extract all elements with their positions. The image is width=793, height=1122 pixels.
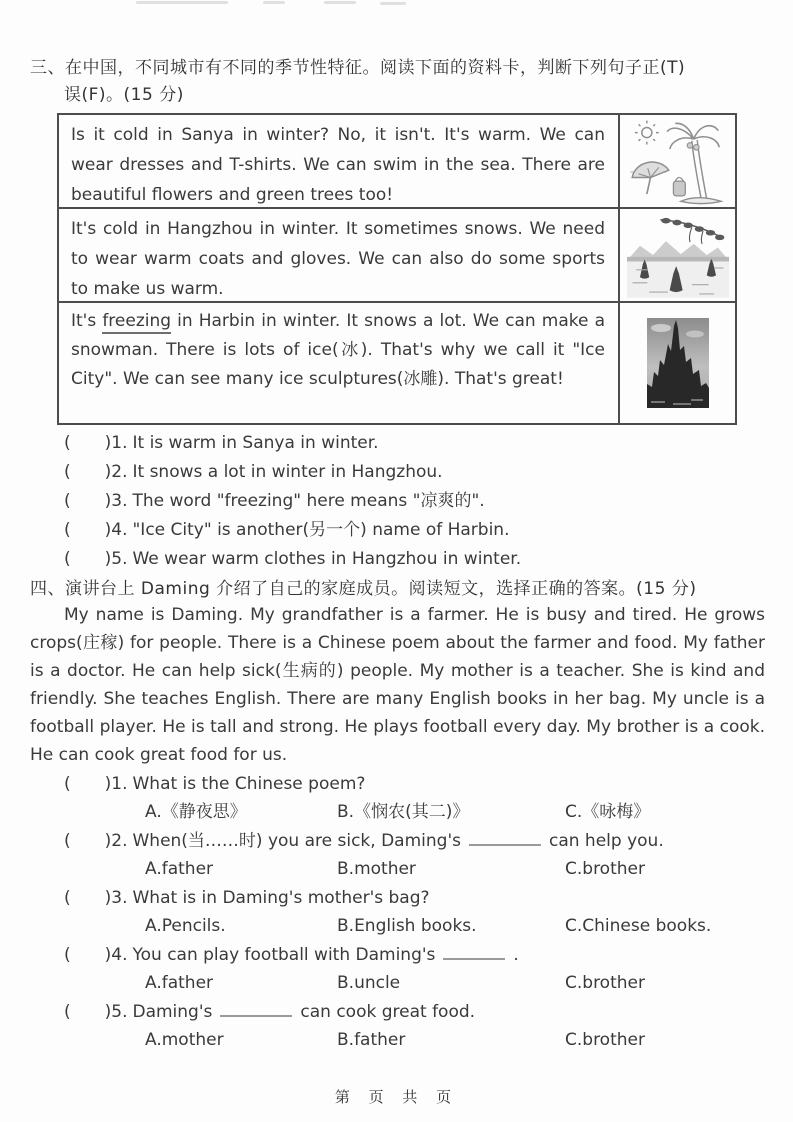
beach-scene-icon — [627, 117, 729, 205]
mc-options-2 — [145, 855, 769, 883]
option-2b: B.mother — [337, 859, 416, 879]
tf-text-1: It is warm in Sanya in winter. — [132, 433, 379, 453]
tf-item-4 — [64, 516, 763, 545]
scan-artifact — [324, 1, 356, 4]
multiple-choice-list — [64, 770, 769, 1055]
tf-item-2 — [64, 458, 763, 487]
mc-options-4 — [145, 969, 769, 997]
mc-answer-bracket-3: ( )3. — [64, 888, 128, 908]
mc-question-2 — [64, 827, 769, 883]
tf-text-3: The word "freezing" here means "凉爽的". — [132, 491, 485, 511]
fill-blank-2 — [469, 832, 541, 846]
option-1a: A.《静夜思》 — [145, 802, 247, 822]
tf-item-1 — [64, 429, 763, 458]
option-5a: A.mother — [145, 1030, 224, 1050]
true-false-list — [64, 429, 763, 574]
mc-stem-post-4: . — [513, 945, 519, 965]
option-4c: C.brother — [565, 973, 645, 993]
tf-answer-bracket-1: ( )1. — [64, 433, 128, 453]
sanya-card-text: Is it cold in Sanya in winter? No, it isn't. It's warm. We can wear dresses and T-shirts. We can swim in the sea. There are beautiful flowers and green trees too! — [71, 125, 605, 205]
tf-answer-bracket-5: ( )5. — [64, 549, 128, 569]
card-row-sanya — [59, 115, 735, 209]
ice-castle-photo-icon — [647, 318, 709, 408]
mc-question-3 — [64, 884, 769, 940]
option-5c: C.brother — [565, 1030, 645, 1050]
tree-line — [627, 257, 729, 262]
mc-question-5 — [64, 998, 769, 1054]
mc-answer-bracket-2: ( )2. — [64, 831, 128, 851]
scan-artifact — [263, 1, 285, 4]
harbin-card-text — [59, 303, 618, 423]
section-three-heading-line2: 误(F)。(15 分) — [64, 85, 184, 105]
mc-stem-post-2: can help you. — [548, 831, 664, 851]
harbin-text-post: in Harbin in winter. It snows a lot. We can make a snowman. There is lots of ice(冰). That's why we call it "Ice City". We can see many ice sculptures(冰雕). That's great! — [71, 311, 605, 389]
option-3a: A.Pencils. — [145, 916, 226, 936]
mc-stem-3 — [64, 884, 769, 912]
mc-answer-bracket-4: ( )4. — [64, 945, 128, 965]
reading-card-table — [57, 113, 737, 425]
mc-stem-text-1: What is the Chinese poem? — [132, 774, 366, 794]
option-4b: B.uncle — [337, 973, 401, 993]
hangzhou-card-text: It's cold in Hangzhou in winter. It sometimes snows. We need to wear warm coats and gloves. We can also do some sports to make us warm. — [71, 219, 605, 299]
mc-options-1 — [145, 798, 769, 826]
tf-item-3 — [64, 487, 763, 516]
card-row-hangzhou — [59, 209, 735, 303]
option-4a: A.father — [145, 973, 214, 993]
underlined-word-freezing: freezing — [102, 311, 171, 334]
section-three-heading — [30, 55, 769, 109]
mc-stem-pre-2: When(当……时) you are sick, Daming's — [132, 831, 461, 851]
mc-question-4 — [64, 941, 769, 997]
beach-umbrella-icon — [632, 162, 669, 194]
daming-family-passage: My name is Daming. My grandfather is a farmer. He is busy and tired. He grows crops(庄稼) for people. There is a Chinese poem about the farmer and food. My father is a doctor. He can help sick(生病的) people. My mother is a teacher. She is kind and friendly. She teaches English. There are many English books in her bag. My uncle is a football player. He is tall and strong. He plays football every day. My brother is a cook. He can cook great food for us. — [30, 605, 765, 765]
section-four-heading: 四、演讲台上 Daming 介绍了自己的家庭成员。阅读短文，选择正确的答案。(15 分) — [30, 579, 697, 599]
mc-stem-2 — [64, 827, 769, 855]
mc-question-1 — [64, 770, 769, 826]
mc-answer-bracket-5: ( )5. — [64, 1002, 128, 1022]
option-3c: C.Chinese books. — [565, 916, 712, 936]
west-lake-scene-icon — [627, 212, 729, 298]
sanya-card-image-cell — [618, 115, 735, 207]
willow-branch-icon — [660, 218, 724, 244]
harbin-text-pre: It's — [71, 311, 103, 331]
tf-answer-bracket-2: ( )2. — [64, 462, 128, 482]
tf-answer-bracket-3: ( )3. — [64, 491, 128, 511]
mc-options-5 — [145, 1026, 769, 1054]
mc-options-3 — [145, 912, 769, 940]
card-row-harbin — [59, 303, 735, 423]
mc-stem-4 — [64, 941, 769, 969]
hangzhou-card-image-cell — [618, 209, 735, 301]
sun-icon — [634, 121, 658, 145]
tf-answer-bracket-4: ( )4. — [64, 520, 128, 540]
mc-stem-post-5: can cook great food. — [300, 1002, 476, 1022]
harbin-card-image-cell — [618, 303, 735, 423]
tf-text-2: It snows a lot in winter in Hangzhou. — [132, 462, 443, 482]
tf-item-5 — [64, 545, 763, 574]
beach-bag-icon — [673, 178, 685, 196]
tf-text-5: We wear warm clothes in Hangzhou in winter. — [132, 549, 522, 569]
mc-stem-1 — [64, 770, 769, 798]
fill-blank-5 — [220, 1003, 292, 1017]
section-three-heading-line1: 三、在中国，不同城市有不同的季节性特征。阅读下面的资料卡，判断下列句子正(T) — [30, 58, 686, 78]
mc-stem-pre-4: You can play football with Daming's — [132, 945, 436, 965]
option-2a: A.father — [145, 859, 214, 879]
fill-blank-4 — [443, 946, 505, 960]
mc-stem-5 — [64, 998, 769, 1026]
tf-text-4: "Ice City" is another(另一个) name of Harbin. — [132, 520, 510, 540]
option-2c: C.brother — [565, 859, 645, 879]
scan-artifact — [380, 2, 406, 5]
mc-stem-pre-5: Daming's — [132, 1002, 213, 1022]
page-footer: 第 页 共 页 — [334, 1088, 459, 1106]
mc-answer-bracket-1: ( )1. — [64, 774, 128, 794]
option-3b: B.English books. — [337, 916, 477, 936]
option-1b: B.《悯农(其二)》 — [337, 802, 470, 822]
option-1c: C.《咏梅》 — [565, 802, 651, 822]
option-5b: B.father — [337, 1030, 406, 1050]
scan-artifact — [136, 1, 228, 4]
mc-stem-text-3: What is in Daming's mother's bag? — [132, 888, 430, 908]
